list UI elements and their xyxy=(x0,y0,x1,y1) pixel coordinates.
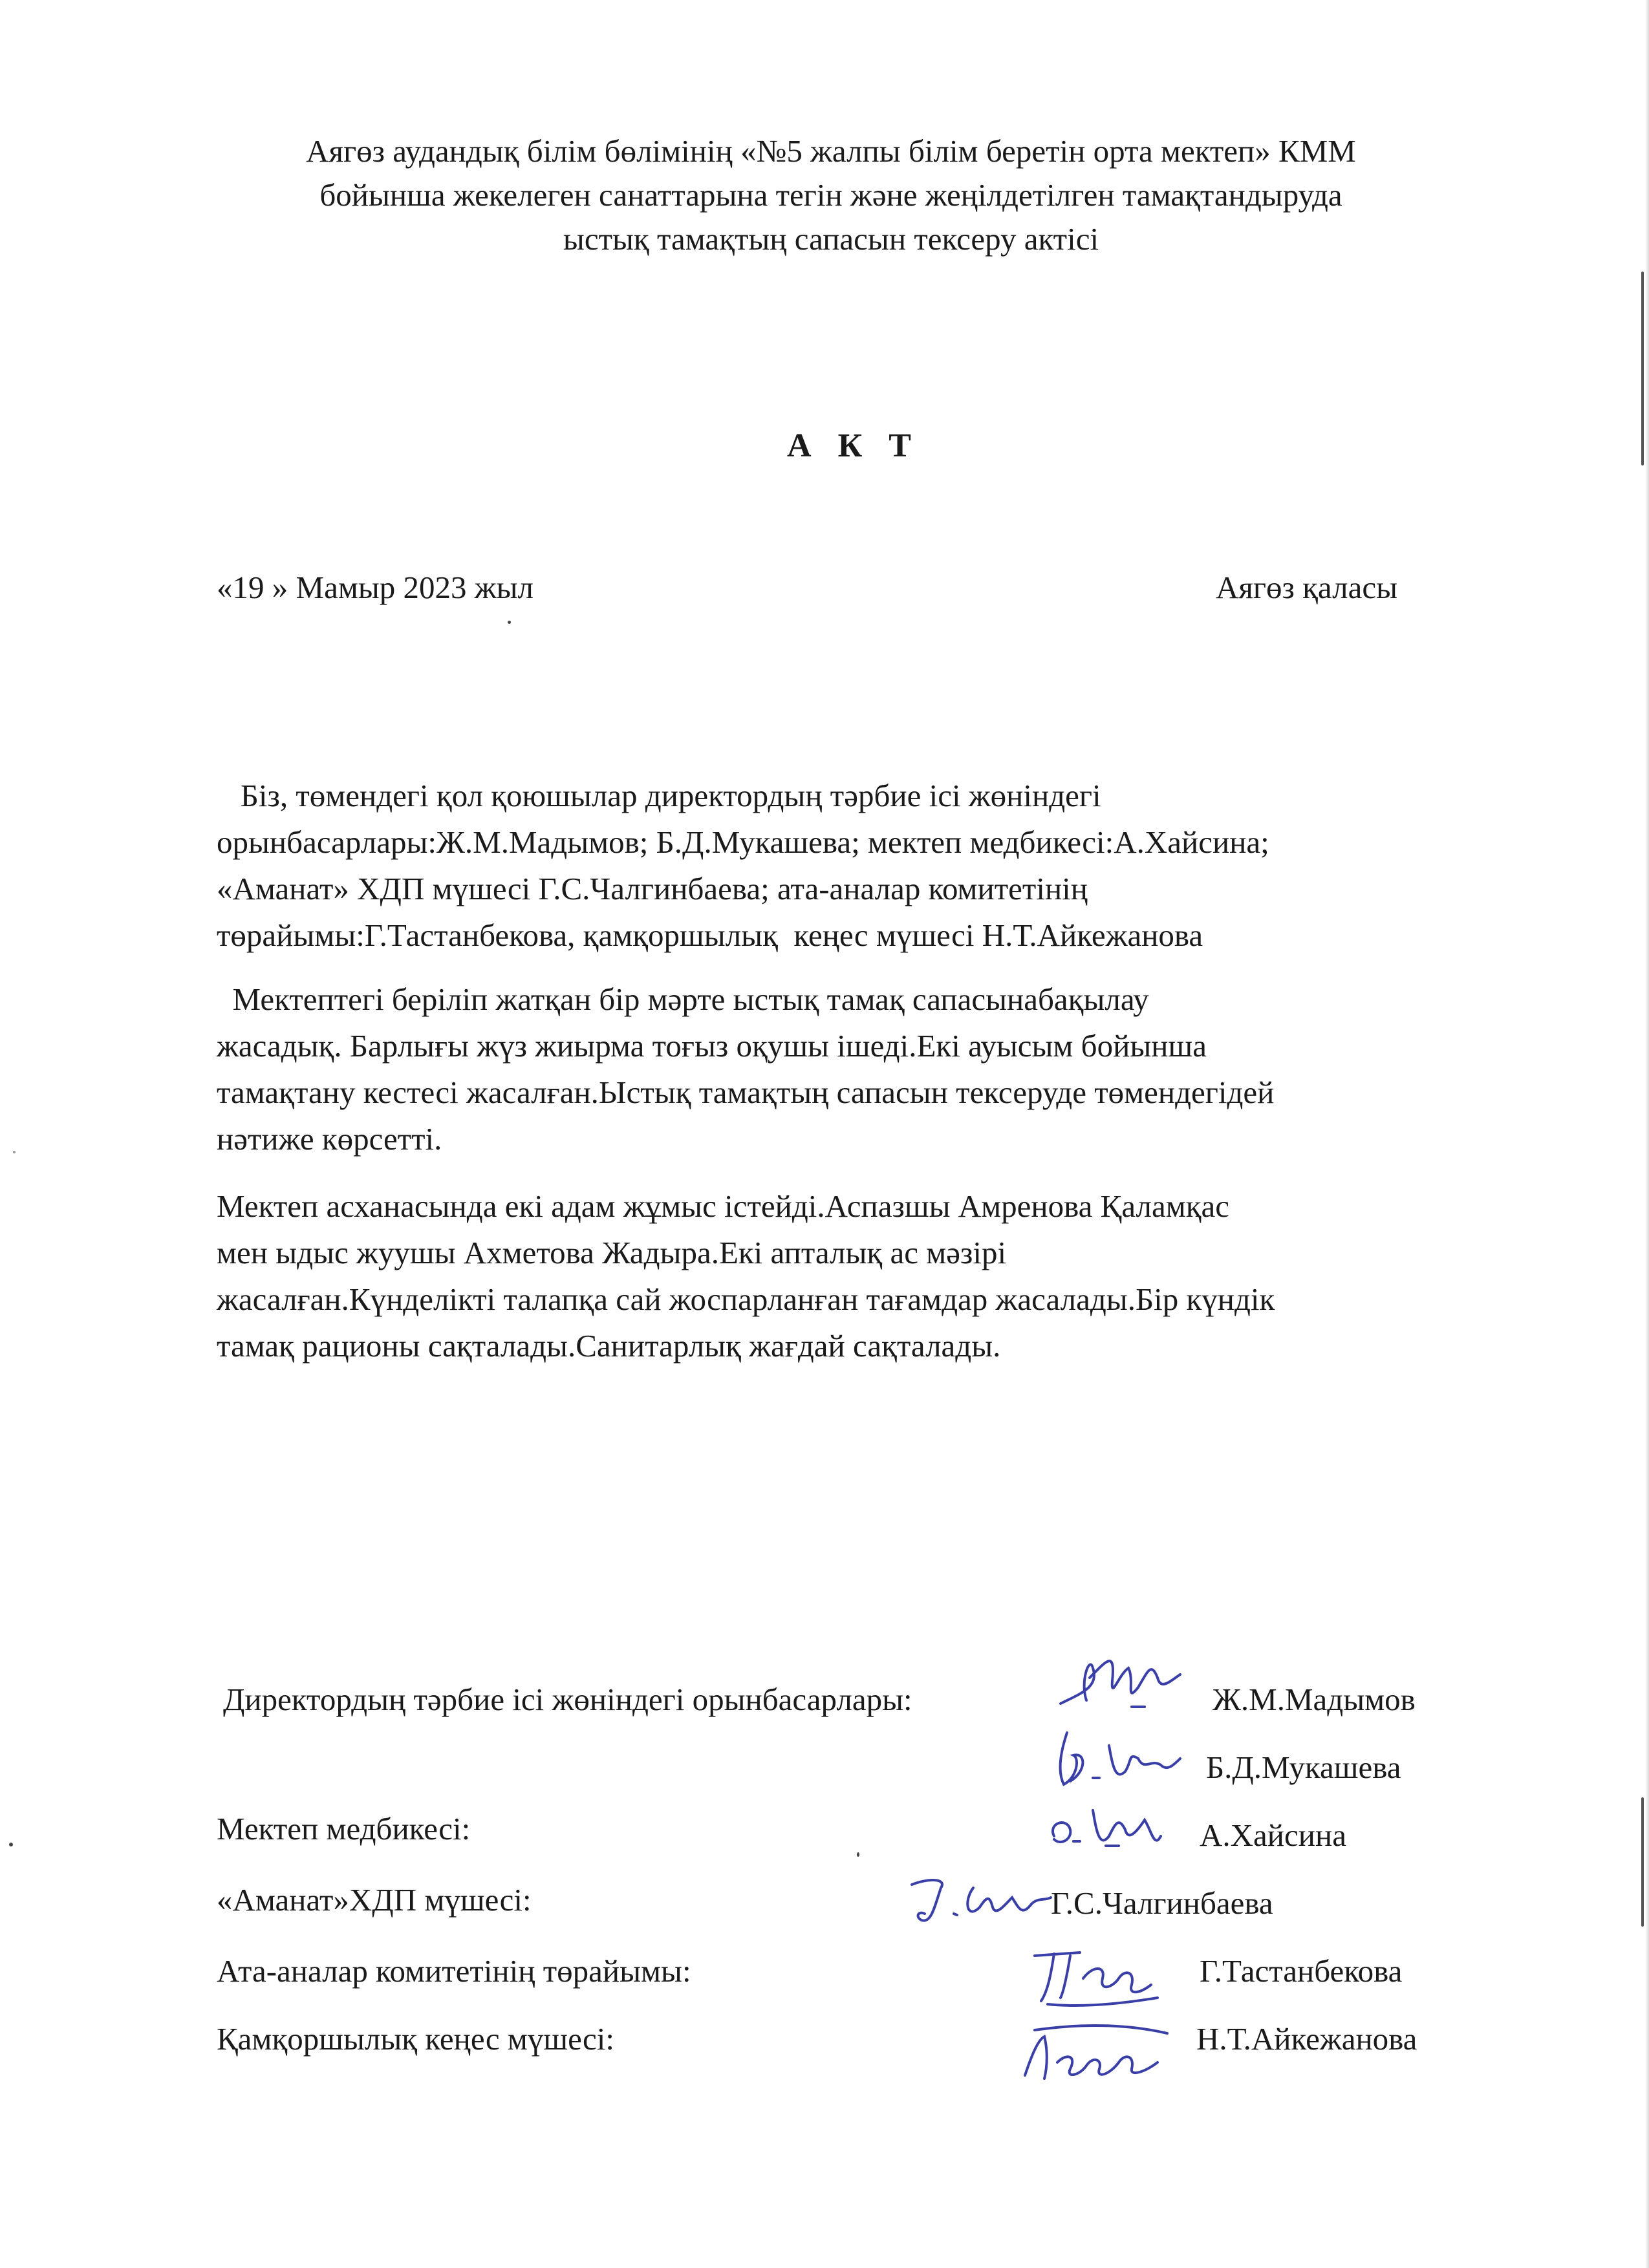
paragraph-line: жасадық. Барлығы жүз жиырма тоғыз оқушы ішеді.Екі ауысым бойынша xyxy=(217,1028,1207,1064)
act-heading: А К Т xyxy=(787,427,920,464)
scan-edge-mark xyxy=(1641,1797,1644,1927)
parents-name: Г.Тастанбекова xyxy=(1200,1953,1403,1989)
title-line-1: Аягөз аудандық білім бөлімінің «№5 жалпы білім беретін орта мектеп» КММ xyxy=(306,133,1356,169)
amanat-name: Г.С.Чалгинбаева xyxy=(1051,1885,1273,1921)
deputy1-signature-icon xyxy=(1054,1642,1196,1726)
deputies-label: Директордың тәрбие ісі жөніндегі орынбасарлары: xyxy=(223,1682,912,1717)
paragraph-inspection xyxy=(217,976,1274,1162)
paragraph-line: Мектеп асханасында екі адам жұмыс істейді.Аспазшы Амренова Қаламқас xyxy=(217,1188,1230,1224)
title-line-2: бойынша жекелеген санаттарына тегін және жеңілдетілген тамақтандыруда xyxy=(319,177,1342,213)
deputy1-name: Ж.М.Мадымов xyxy=(1212,1682,1416,1717)
paragraph-line: нәтиже көрсетті. xyxy=(217,1121,442,1157)
scan-speck xyxy=(857,1852,859,1857)
act-city: Аягөз қаласы xyxy=(1216,570,1397,605)
nurse-name: А.Хайсина xyxy=(1200,1817,1346,1853)
amanat-signature-icon xyxy=(902,1868,1057,1933)
paragraph-line: Мектептегі берілiп жатқан бір мәрте ыстық тамақ сапасынабақылау xyxy=(217,981,1149,1017)
deputy2-name: Б.Д.Мукашева xyxy=(1206,1749,1401,1785)
scan-edge-shadow xyxy=(1645,0,1649,2268)
deputy2-signature-icon xyxy=(1048,1720,1190,1797)
scan-speck xyxy=(13,1151,16,1153)
trustee-label: Қамқоршылық кеңес мүшесі: xyxy=(217,2021,615,2057)
nurse-label: Мектеп медбикесі: xyxy=(217,1811,471,1846)
nurse-signature-icon xyxy=(1041,1791,1177,1862)
parents-signature-icon xyxy=(1022,1940,1170,2011)
parents-label: Ата-аналар комитетінің төрайымы: xyxy=(217,1953,691,1989)
paragraph-line: жасалған.Күнделікті талапқа сай жоспарланған тағамдар жасалады.Бір күндік xyxy=(217,1281,1275,1317)
paragraph-line: Біз, төмендегі қол қоюшылар директордың тәрбие ісі жөніндегі xyxy=(217,778,1101,813)
amanat-label: «Аманат»ХДП мүшесі: xyxy=(217,1882,532,1918)
paragraph-line: «Аманат» ХДП мүшесі Г.С.Чалгинбаева; ата-аналар комитетінің xyxy=(217,871,1088,906)
paragraph-line: тамақ рационы сақталады.Санитарлық жағдай сақталады. xyxy=(217,1328,1001,1364)
scan-speck xyxy=(508,621,511,624)
scan-speck xyxy=(9,1843,13,1846)
paragraph-canteen xyxy=(217,1183,1275,1369)
document-title xyxy=(194,129,1468,261)
title-line-3: ыстық тамақтың сапасын тексеру актісі xyxy=(563,221,1099,257)
scan-edge-mark xyxy=(1641,272,1644,465)
paragraph-line: төрайымы:Г.Тастанбекова, қамқоршылық кеңес мүшесі Н.Т.Айкежанова xyxy=(217,917,1203,953)
act-date: «19 » Мамыр 2023 жыл xyxy=(217,570,534,605)
trustee-signature-icon xyxy=(1015,2017,1177,2088)
trustee-name: Н.Т.Айкежанова xyxy=(1196,2021,1417,2057)
paragraph-participants xyxy=(217,773,1269,959)
paragraph-line: тамақтану кестесі жасалған.Ыстық тамақтың сапасын тексеруде төмендегідей xyxy=(217,1075,1275,1110)
paragraph-line: орынбасарлары:Ж.М.Мадымов; Б.Д.Мукашева; мектеп медбикесі:А.Хайсина; xyxy=(217,824,1269,860)
paragraph-line: мен ыдыс жуушы Ахметова Жадыра.Екі апталық ас мәзірі xyxy=(217,1235,1007,1270)
